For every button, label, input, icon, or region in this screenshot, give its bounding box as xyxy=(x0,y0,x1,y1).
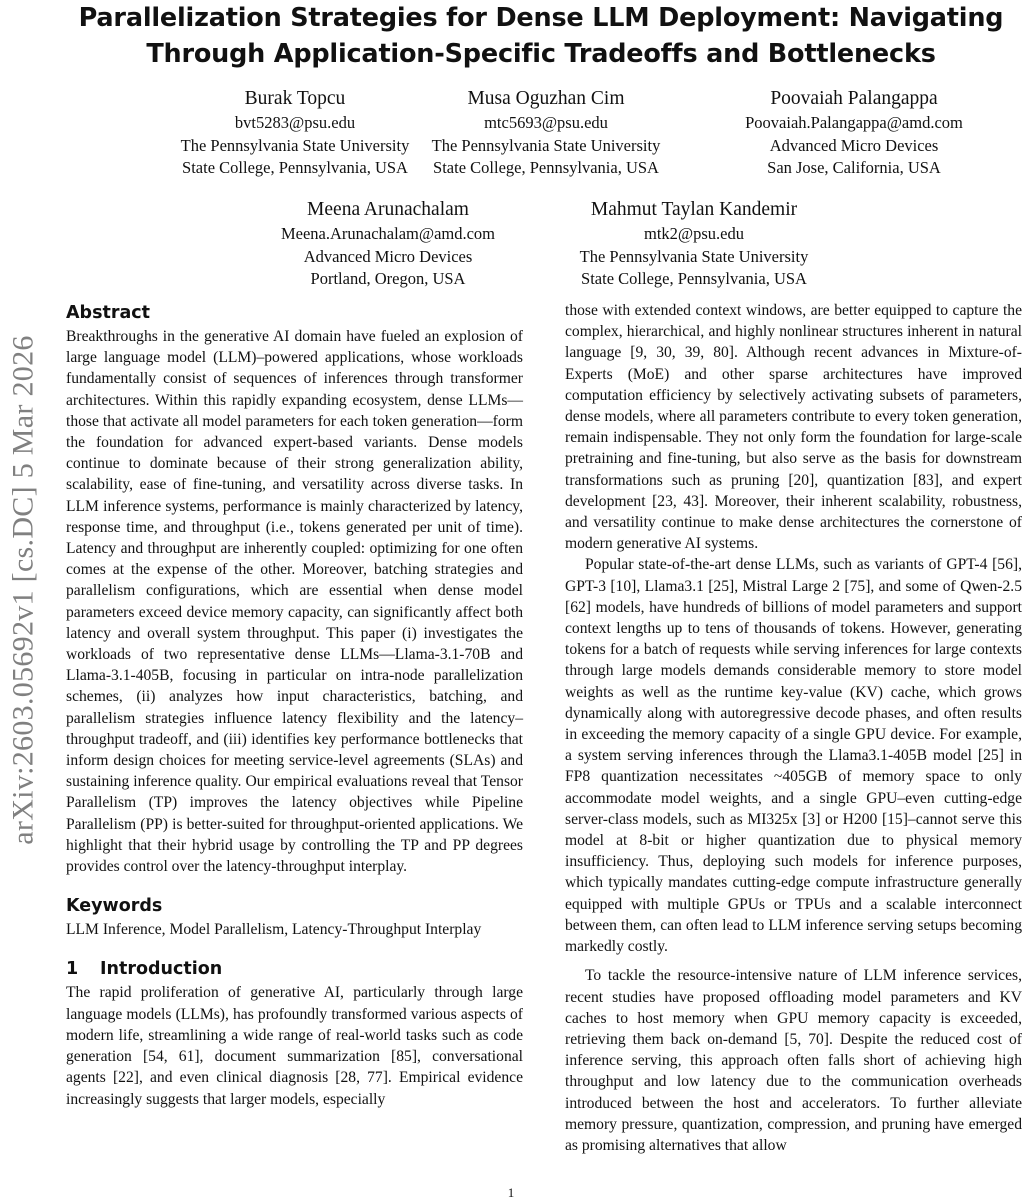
author-meena-arunachalam xyxy=(228,197,548,291)
author-email: Poovaiah.Palangappa@amd.com xyxy=(745,113,963,132)
introduction-paragraph-1-continued: those with extended context windows, are better equipped to capture the complex, hierarchical, and highly nonlinear structures inherent in natural language [9, 30, 39, 80]. Although recent advances in Mixture-of-Experts (MoE) and other sparse architectures have improved computation efficiency by selectively activating subsets of parameters, dense models, where all parameters contribute to every token generation, remain indispensable. They not only form the foundation for large-scale pretraining and fine-tuning, but also serve as the basis for downstream transformations such as pruning [20], quantization [83], and expert development [23, 43]. Moreover, their inherent scalability, robustness, and versatility continue to make dense architectures the cornerstone of modern generative AI systems. xyxy=(565,302,1022,553)
author-email: mtc5693@psu.edu xyxy=(484,113,608,132)
introduction-heading xyxy=(66,956,523,982)
author-location: Portland, Oregon, USA xyxy=(310,269,466,289)
abstract-heading: Abstract xyxy=(66,303,151,323)
author-mahmut-taylan-kandemir xyxy=(534,197,854,291)
author-name: Mahmut Taylan Kandemir xyxy=(590,199,798,220)
introduction-paragraph-3: To tackle the resource-intensive nature of LLM inference services, recent studies have proposed offloading model parameters and KV caches to host memory when GPU memory capacity is exceeded, retrieving them back on-demand [5, 70]. Despite the reduced cost of inference serving, this approach often falls short of achieving high throughput and low latency due to the communication overheads introduced between the host and accelerators. To further alleviate memory pressure, quantization, compression, and pruning have emerged as promising alternatives that allow xyxy=(565,967,1022,1154)
arxiv-identifier-stamp xyxy=(4,265,44,915)
page-number: 1 xyxy=(507,1185,515,1200)
keywords-heading: Keywords xyxy=(66,896,163,917)
author-location: State College, Pennsylvania, USA xyxy=(182,158,408,178)
author-email: Meena.Arunachalam@amd.com xyxy=(280,224,496,243)
paper-title-line-1: Parallelization Strategies for Dense LLM Deployment: Navigating xyxy=(78,3,1004,33)
left-column xyxy=(66,300,523,1110)
author-location: San Jose, California, USA xyxy=(767,158,941,178)
introduction-paragraph-1: The rapid proliferation of generative AI, particularly through large language models (LLMs), has profoundly transformed various aspects of modern life, streamlining a wide range of real-world tasks such as code generation [54, 61], document summarization [85], conversational agents [22], and even clinical diagnosis [28, 77]. Empirical evidence increasingly suggests that larger models, especially xyxy=(66,984,523,1108)
introduction-paragraph-2: Popular state-of-the-art dense LLMs, such as variants of GPT-4 [56], GPT-3 [10], Llama3.1 [25], Mistral Large 2 [75], and some of Qwen-2.5 [62] models, have hundreds of billions of model parameters and support context lengths up to tens of thousands of tokens. However, generating tokens for a batch of requests while serving inferences for large contexts through large models demands considerable memory to store model weights as well as the runtime key-value (KV) cache, which grows dynamically along with autoregressive decode phases, and often results in exceeding the memory capacity of a single GPU device. For example, a system serving inferences through the Llama3.1-405B model [25] in FP8 quantization necessitates ~405GB of memory space to only accommodate model weights, and a single GPU–even cutting-edge server-class models, such as MI325x [3] or H200 [15]–cannot serve this model at 8-bit or higher quantization due to physical memory insufficiency. Thus, deploying such models for inference purposes, which typically mandates cutting-edge compute infrastructure generally equipped with multiple GPUs or TPUs and a scalable interconnect between them, can often lead to LLM inference serving setups becoming markedly costly. xyxy=(565,556,1022,956)
author-name: Musa Oguzhan Cim xyxy=(467,88,625,109)
author-location: State College, Pennsylvania, USA xyxy=(581,269,807,289)
paper-title xyxy=(60,0,1022,72)
author-email: bvt5283@psu.edu xyxy=(234,113,356,132)
author-location: State College, Pennsylvania, USA xyxy=(433,158,659,178)
author-block xyxy=(60,86,1022,291)
section-title: Introduction xyxy=(100,959,223,980)
author-email: mtk2@psu.edu xyxy=(644,224,744,243)
arxiv-identifier-text: arXiv:2603.05692v1 [cs.DC] 5 Mar 2026 xyxy=(7,335,40,845)
author-name: Poovaiah Palangappa xyxy=(770,88,938,109)
author-musa-oguzhan-cim xyxy=(386,86,706,180)
paper-title-line-2: Through Application-Specific Tradeoffs and Bottlenecks xyxy=(146,39,936,69)
right-column xyxy=(565,300,1022,1156)
abstract-text: Breakthroughs in the generative AI domain have fueled an explosion of large language model (LLM)–powered applications, whose workloads fundamentally consist of sequences of inferences through transformer architectures. Within this rapidly expanding ecosystem, dense LLMs—those that activate all model parameters for each token generation—form the foundation for advanced expert-based variants. Dense models continue to dominate because of their strong generalization ability, scalability, ease of fine-tuning, and versatility across diverse tasks. In LLM inference systems, performance is mainly characterized by latency, response time, and throughput (i.e., tokens generated per unit of time). Latency and throughput are inherently coupled: optimizing for one often comes at the expense of the other. Moreover, batching strategies and parallelism configurations, which are essential when dense model parameters exceed device memory capacity, can significantly affect both latency and overall system throughput. This paper (i) investigates the workloads of two representative dense LLMs—Llama-3.1-70B and Llama-3.1-405B, focusing in particular on intra-node parallelization schemes, (ii) analyzes how input characteristics, batching, and parallelism strategies influence latency flexibility and the latency–throughput tradeoff, and (iii) identifies key performance bottlenecks that inform design choices for meeting service-level agreements (SLAs) and sustaining inference quality. Our empirical evaluations reveal that Tensor Parallelism (TP) improves the latency objectives while Pipeline Parallelism (PP) is better-suited for throughput-oriented applications. We highlight that their hybrid usage by controlling the TP and PP degrees provides control over the latency-throughput interplay. xyxy=(66,328,523,876)
author-affiliation: The Pennsylvania State University xyxy=(180,135,410,155)
author-poovaiah-palangappa xyxy=(694,86,1014,180)
author-affiliation: Advanced Micro Devices xyxy=(303,246,473,266)
author-affiliation: The Pennsylvania State University xyxy=(431,135,661,155)
section-number: 1 xyxy=(66,959,79,980)
author-name: Meena Arunachalam xyxy=(307,199,469,220)
author-affiliation: Advanced Micro Devices xyxy=(769,135,939,155)
keywords-text: LLM Inference, Model Parallelism, Latency-Throughput Interplay xyxy=(66,921,482,939)
author-affiliation: The Pennsylvania State University xyxy=(579,246,809,266)
author-name: Burak Topcu xyxy=(244,88,346,109)
